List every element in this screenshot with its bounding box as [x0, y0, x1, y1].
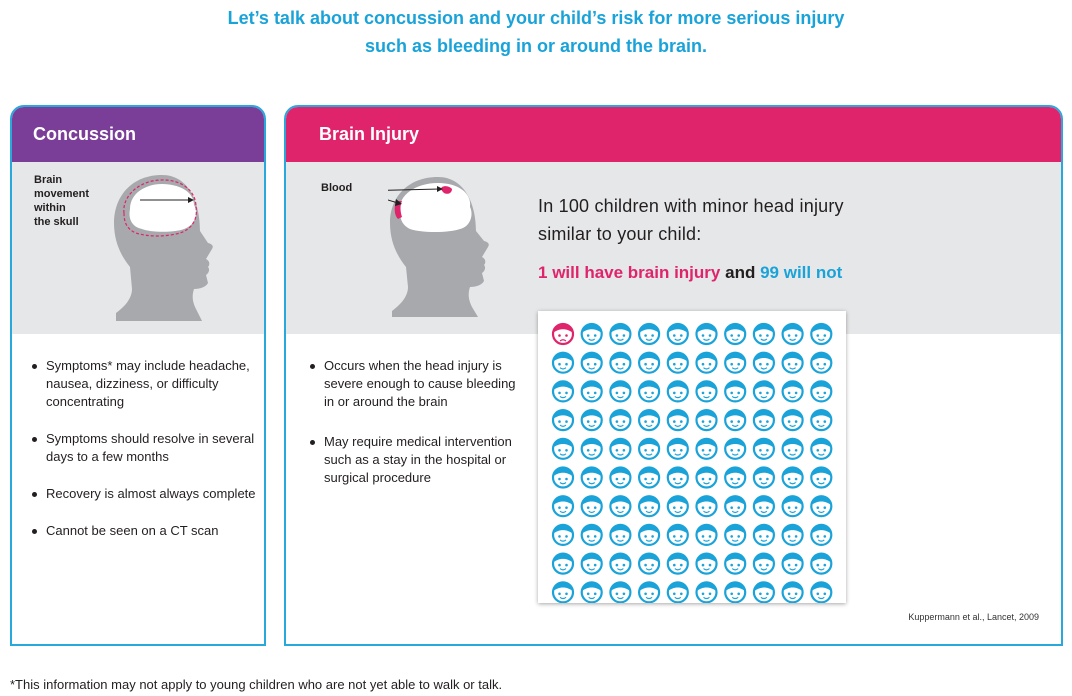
child-face-icon	[754, 353, 774, 373]
brain-injury-header	[284, 105, 1063, 162]
headline-line2: such as bleeding in or around the brain.	[364, 36, 708, 56]
child-face-icon	[610, 439, 630, 459]
child-face-icon	[668, 582, 688, 602]
child-face-icon	[610, 554, 630, 574]
child-face-icon	[553, 353, 573, 373]
child-face-icon	[582, 525, 602, 545]
list-item: Occurs when the head injury is severe enough to cause bleeding in or around the brain	[306, 357, 516, 411]
head-silhouette-icon	[388, 175, 498, 317]
child-face-icon	[610, 525, 630, 545]
child-face-icon	[639, 468, 659, 488]
child-face-icon	[582, 410, 602, 430]
child-face-icon	[811, 554, 831, 574]
child-face-icon	[610, 496, 630, 516]
child-face-icon	[783, 525, 803, 545]
list-item: Cannot be seen on a CT scan	[28, 522, 258, 540]
footnote: *This information may not apply to young children who are not yet able to walk or talk.	[10, 677, 503, 692]
child-face-icon	[697, 324, 717, 344]
child-face-icon	[697, 381, 717, 401]
child-face-icon	[639, 554, 659, 574]
child-face-icon	[697, 353, 717, 373]
child-face-icon	[697, 439, 717, 459]
child-face-icon	[639, 439, 659, 459]
stat-intro: In 100 children with minor head injury similar to your child:	[538, 196, 844, 244]
child-face-icon	[783, 410, 803, 430]
child-face-icon	[610, 381, 630, 401]
list-item: May require medical intervention such as a stay in the hospital or surgical procedure	[306, 433, 516, 487]
child-face-icon	[582, 582, 602, 602]
child-face-icon	[783, 353, 803, 373]
child-face-icon	[668, 496, 688, 516]
child-face-icon	[553, 381, 573, 401]
child-face-icon	[582, 496, 602, 516]
child-face-icon	[811, 468, 831, 488]
child-face-icon	[668, 554, 688, 574]
child-face-icon	[582, 353, 602, 373]
child-face-icon	[610, 324, 630, 344]
child-face-icon	[668, 381, 688, 401]
child-face-icon	[668, 324, 688, 344]
injured-text: will have brain injury	[552, 263, 721, 282]
list-item: Symptoms should resolve in several days to a few months	[28, 430, 258, 466]
concussion-header	[10, 105, 266, 162]
blood-label: Blood	[321, 182, 353, 194]
stat-and: and	[725, 263, 756, 282]
child-face-icon	[553, 410, 573, 430]
child-face-icon	[811, 496, 831, 516]
list-item: Recovery is almost always complete	[28, 485, 258, 503]
child-face-icon	[553, 496, 573, 516]
child-face-icon	[582, 324, 602, 344]
child-face-icon	[754, 496, 774, 516]
child-face-icon	[783, 554, 803, 574]
child-face-icon	[553, 554, 573, 574]
child-face-icon	[668, 410, 688, 430]
citation: Kuppermann et al., Lancet, 2009	[908, 612, 1039, 622]
child-face-icon	[811, 324, 831, 344]
child-face-icon	[754, 381, 774, 401]
list-item: Symptoms* may include headache, nausea, dizziness, or difficulty concentrating	[28, 357, 258, 411]
child-face-icon	[754, 582, 774, 602]
child-face-icon	[811, 525, 831, 545]
child-face-icon	[725, 525, 745, 545]
child-face-icon	[639, 381, 659, 401]
child-face-icon	[553, 525, 573, 545]
not-text: will not	[783, 263, 843, 282]
headline-line1: Let’s talk about concussion and your child’s risk for more serious injury	[227, 8, 845, 28]
child-face-icon	[783, 381, 803, 401]
child-face-icon	[697, 582, 717, 602]
child-face-icon	[610, 468, 630, 488]
not-count: 99	[760, 263, 779, 282]
child-face-icon	[668, 468, 688, 488]
child-face-icon	[725, 410, 745, 430]
child-face-icon	[639, 353, 659, 373]
child-face-icon	[725, 582, 745, 602]
child-face-icon	[582, 381, 602, 401]
injured-child-face-icon	[553, 324, 573, 344]
child-face-icon	[582, 554, 602, 574]
concussion-bullets	[28, 357, 258, 559]
child-face-icon	[783, 439, 803, 459]
brain-injury-card	[284, 105, 1063, 646]
child-face-icon	[754, 410, 774, 430]
child-face-icon	[725, 324, 745, 344]
stat-summary	[538, 263, 842, 283]
child-face-icon	[725, 439, 745, 459]
child-face-icon	[610, 410, 630, 430]
child-face-icon	[811, 439, 831, 459]
child-face-icon	[783, 582, 803, 602]
child-face-icon	[725, 468, 745, 488]
child-face-icon	[811, 381, 831, 401]
brain-injury-title: Brain Injury	[319, 124, 420, 144]
child-face-icon	[725, 353, 745, 373]
child-face-icon	[668, 439, 688, 459]
child-face-icon	[697, 554, 717, 574]
child-face-icon	[783, 496, 803, 516]
headline	[0, 4, 1072, 60]
child-face-icon	[639, 582, 659, 602]
concussion-card	[10, 105, 266, 646]
brain-injury-bullets	[306, 357, 516, 509]
child-face-icon	[783, 468, 803, 488]
child-face-icon	[668, 353, 688, 373]
injured-count: 1	[538, 263, 548, 282]
concussion-title: Concussion	[33, 124, 137, 144]
child-face-icon	[754, 324, 774, 344]
child-face-icon	[582, 439, 602, 459]
child-face-icon	[754, 525, 774, 545]
child-face-grid	[538, 311, 846, 603]
child-face-icon	[639, 324, 659, 344]
child-face-icon	[754, 554, 774, 574]
brain-movement-label: Brain movement within the skull	[34, 174, 90, 228]
child-face-icon	[639, 525, 659, 545]
brain-icon	[130, 184, 197, 232]
child-face-icon	[639, 410, 659, 430]
child-face-icon	[553, 439, 573, 459]
child-face-icon	[725, 496, 745, 516]
child-face-icon	[610, 582, 630, 602]
head-silhouette-icon	[112, 171, 222, 321]
child-face-icon	[697, 496, 717, 516]
child-face-icon	[639, 496, 659, 516]
child-face-icon	[697, 525, 717, 545]
child-face-icon	[725, 554, 745, 574]
child-face-icon	[811, 353, 831, 373]
child-face-icon	[668, 525, 688, 545]
child-face-icon	[553, 468, 573, 488]
child-face-icon	[725, 381, 745, 401]
child-face-icon	[754, 468, 774, 488]
child-face-icon	[582, 468, 602, 488]
child-face-icon	[697, 410, 717, 430]
child-face-icon	[811, 410, 831, 430]
child-face-icon	[754, 439, 774, 459]
child-face-icon	[697, 468, 717, 488]
child-face-icon	[811, 582, 831, 602]
child-face-icon	[783, 324, 803, 344]
child-face-icon	[610, 353, 630, 373]
child-face-icon	[553, 582, 573, 602]
